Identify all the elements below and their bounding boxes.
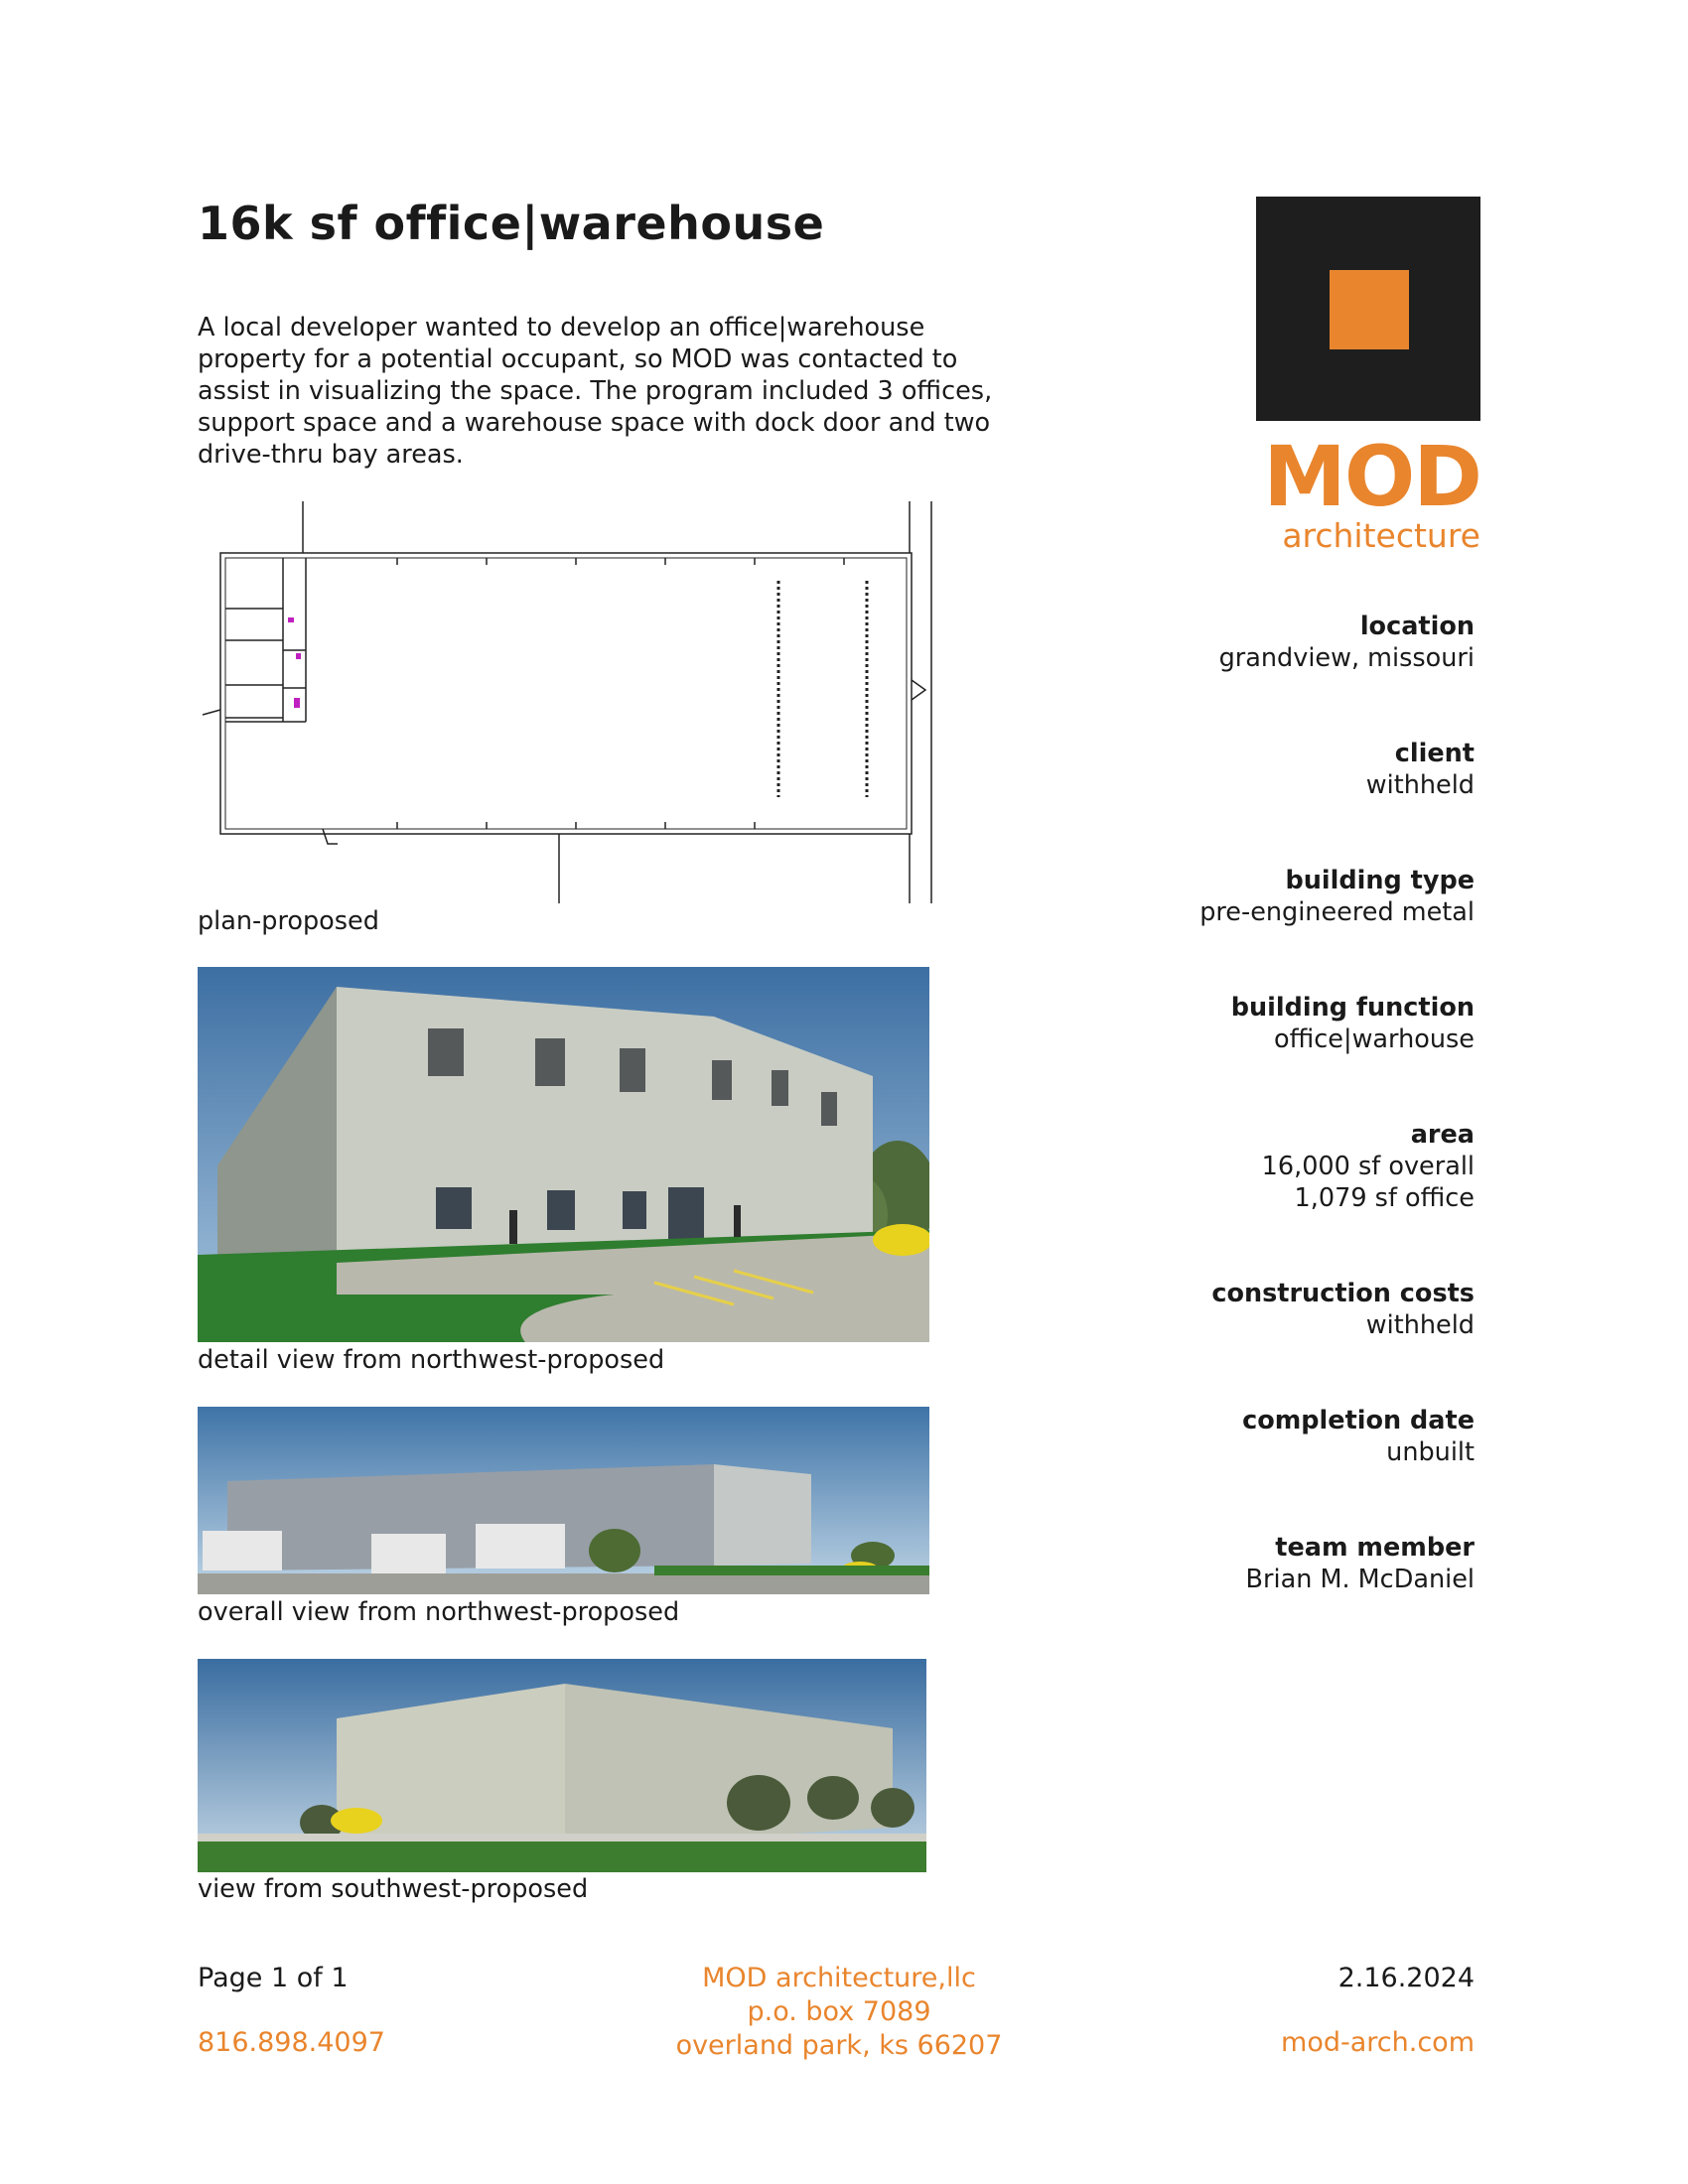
detail-value: withheld <box>1365 1310 1475 1340</box>
detail-label: area <box>1410 1120 1475 1150</box>
render-detail-image <box>198 967 929 1342</box>
render2-caption: overall view from northwest-proposed <box>198 1597 680 1627</box>
detail-building-type <box>1199 865 1475 928</box>
page-number: Page 1 of 1 <box>198 1963 349 1993</box>
render-southwest <box>198 1659 926 1872</box>
render-detail-northwest <box>198 967 929 1342</box>
detail-client <box>1366 738 1475 801</box>
detail-label: completion date <box>1242 1406 1475 1435</box>
detail-label: client <box>1394 739 1475 768</box>
detail-label: team member <box>1275 1533 1475 1563</box>
detail-label: construction costs <box>1211 1279 1475 1308</box>
detail-location <box>1219 611 1475 674</box>
detail-building-function <box>1231 992 1475 1055</box>
render-overall-image <box>198 1407 929 1594</box>
footer-company: MOD architecture,llc <box>702 1963 976 1993</box>
detail-value: pre-engineered metal <box>1199 897 1475 927</box>
detail-team-member <box>1246 1532 1475 1595</box>
detail-label: location <box>1359 612 1475 641</box>
detail-value: 1,079 sf office <box>1294 1183 1475 1213</box>
detail-label: building function <box>1230 993 1475 1023</box>
floor-plan-drawing <box>189 501 933 908</box>
detail-value: office|warhouse <box>1274 1024 1475 1054</box>
render1-caption: detail view from northwest-proposed <box>198 1345 665 1375</box>
detail-value: 16,000 sf overall <box>1261 1152 1475 1181</box>
footer-city: overland park, ks 66207 <box>675 2030 1003 2061</box>
logo-brand: MOD <box>1263 428 1480 525</box>
intro-paragraph: A local developer wanted to develop an office|warehouse property for a potential occupant, so MOD was contacted to assist in visualizing the space. The program included 3 offices, support space and a warehouse space with dock door and two drive-thru bay areas. <box>198 313 993 470</box>
detail-completion-date <box>1242 1405 1475 1468</box>
render-overall-northwest <box>198 1407 929 1594</box>
render-southwest-image <box>198 1659 926 1872</box>
logo-mark <box>1256 197 1480 421</box>
floor-plan <box>189 501 933 908</box>
footer-phone[interactable]: 816.898.4097 <box>198 2027 385 2058</box>
detail-construction-costs <box>1211 1278 1475 1341</box>
logo-square <box>1330 270 1409 349</box>
detail-value: unbuilt <box>1386 1437 1475 1467</box>
detail-value: Brian M. McDaniel <box>1245 1565 1475 1594</box>
page-title: 16k sf office|warehouse <box>198 197 825 250</box>
render3-caption: view from southwest-proposed <box>198 1874 589 1904</box>
detail-area <box>1262 1119 1475 1214</box>
detail-value: withheld <box>1365 770 1475 800</box>
plan-caption: plan-proposed <box>198 906 379 936</box>
footer-date: 2.16.2024 <box>1337 1963 1475 1993</box>
detail-value: grandview, missouri <box>1218 643 1475 673</box>
logo-sub: architecture <box>1282 516 1480 555</box>
footer-website[interactable]: mod-arch.com <box>1281 2027 1475 2058</box>
footer-address <box>616 1962 1062 2063</box>
detail-label: building type <box>1285 866 1475 895</box>
mod-logo <box>1256 197 1480 554</box>
footer-po-box: p.o. box 7089 <box>747 1996 931 2027</box>
